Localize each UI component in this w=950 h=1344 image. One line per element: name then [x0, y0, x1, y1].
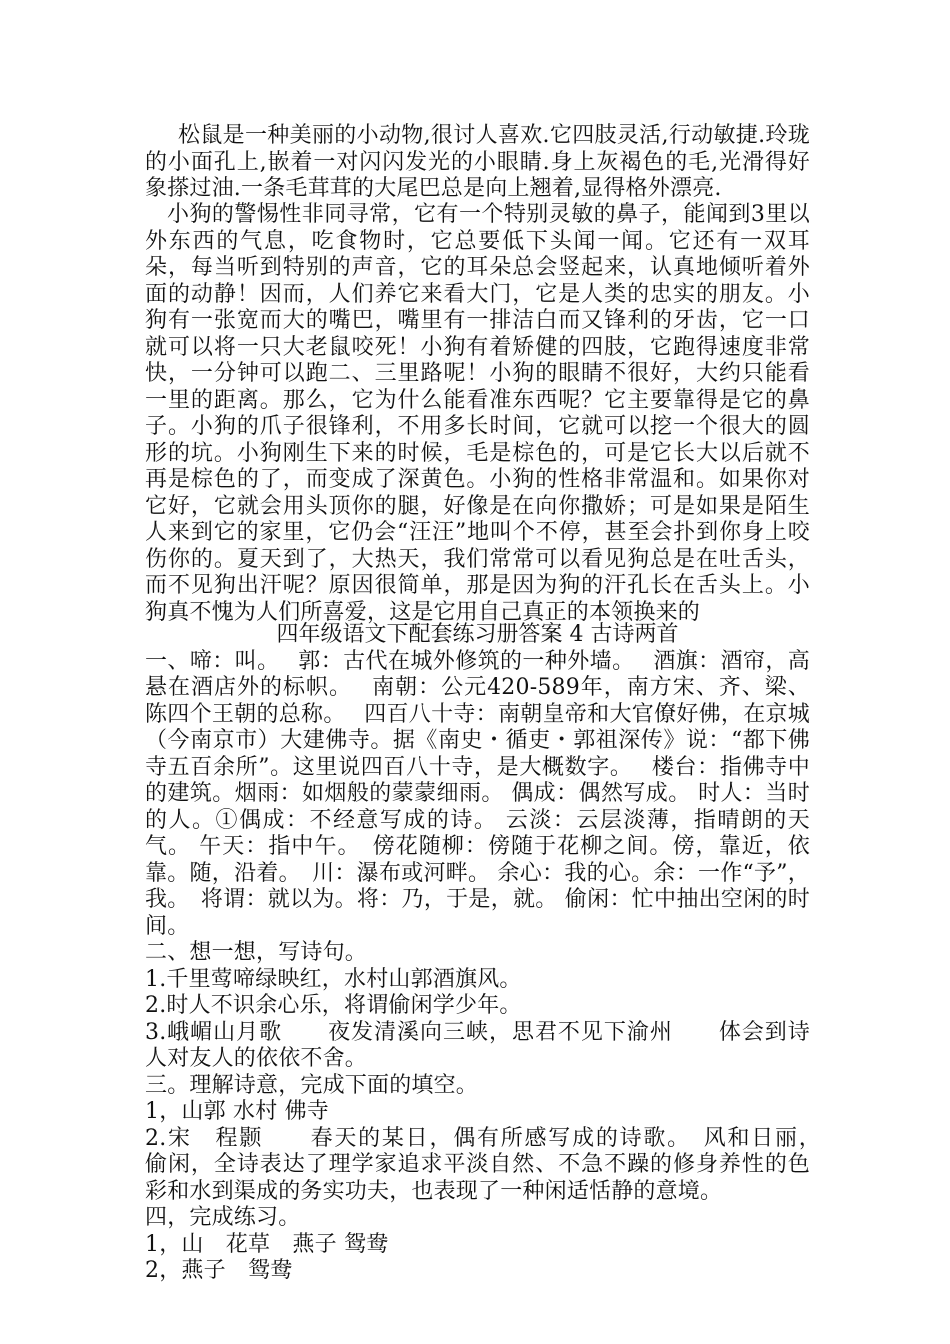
section-title: 四年级语文下配套练习册答案 4 古诗两首 [276, 622, 679, 647]
answer-part-4-item-2: 2，燕子 鸳鸯 [145, 1258, 293, 1283]
dog-paragraph: 小狗的警惕性非同寻常，它有一个特别灵敏的鼻子，能闻到3里以外东西的气息，吃食物时，它总要低下头闻一闻。它还有一双耳朵，每当听到特别的声音，它的耳朵总会竖起来，认真地倾听着外面的动静！因而，人们养它来看大门，它是人类的忠实的朋友。小狗有一张宽而大的嘴巴，嘴里有一排洁白而又锋利的牙齿，它一口就可以将一只大老鼠咬死！小狗有着矫健的四肢，它跑得速度非常快，一分钟可以跑二、三里路呢！小狗的眼睛不很好，大约只能看一里的距离。那么，它为什么能看准东西呢？它主要靠得是它的鼻子。小狗的爪子很锋利，不用多长时间，它就可以挖一个很大的圆形的坑。小狗刚生下来的时候，毛是棕色的，可是它长大以后就不再是棕色的了，而变成了深黄色。小狗的性格非常温和。如果你对它好，它就会用头顶你的腿，好像是在向你撒娇；可是如果是陌生人来到它的家里，它仍会“汪汪”地叫个不停，甚至会扑到你身上咬伤你的。夏天到了，大热天，我们常常可以看见狗总是在吐舌头，而不见狗出汗呢？原因很简单，那是因为狗的汗孔长在舌头上。小狗真不愧为人们所喜爱，这是它用自己真正的本领换来的 [145, 202, 810, 625]
dog-section [145, 202, 810, 626]
answer-part-2-item-3: 3.峨嵋山月歌 夜发清溪向三峡，思君不见下渝州 体会到诗人对友人的依依不舍。 [145, 1019, 810, 1071]
answer-part-2-item-2: 2.时人不识余心乐，将谓偷闲学少年。 [145, 993, 522, 1018]
answer-part-3-item-2: 2.宋 程颢 春天的某日，偶有所感写成的诗歌。 风和日丽， 偷闲，全诗表达了理学家追求平淡自然、不急不躁的修身养性的色彩和水到渠成的务实功夫，也表现了一种闲适恬静的意境。 [145, 1125, 833, 1204]
squirrel-paragraph: 松鼠是一种美丽的小动物,很讨人喜欢.它四肢灵活,行动敏捷.玲珑 的小面孔上,嵌着一对闪闪发光的小眼睛.身上灰褐色的毛,光滑得好象搽过油.一条毛茸茸的大尾巴总是向上翘着,显得格外漂亮. [145, 123, 810, 201]
answer-part-1: 一、啼：叫。 郭：古代在城外修筑的一种外墙。 酒旗：酒帘，高悬在酒店外的标帜。 南朝：公元420-589年，南方宋、齐、梁、陈四个王朝的总称。 四百八十寺：南朝皇帝和大官僚好佛，在京城（今南京市）大建佛寺。据《南史・循吏・郭祖深传》说：“都下佛寺五百余所”。这里说四百八十寺，是大概数字。 楼台：指佛寺中的建筑。烟雨：如烟般的蒙蒙细雨。 偶成：偶然写成。 时人：当时的人。①偶成：不经意写成的诗。 云淡：云层淡薄，指晴朗的天气。 午天：指中午。 傍花随柳：傍随于花柳之间。傍，靠近，依靠。随，沿着。 川：瀑布或河畔。 余心：我的心。余：一作“予”，我。 将谓：就以为。将：乃，于是，就。 偷闲：忙中抽出空闲的时间。 [145, 648, 810, 939]
answer-part-3-heading: 三。理解诗意，完成下面的填空。 [145, 1072, 479, 1098]
answer-part-4-heading: 四，完成练习。 [145, 1205, 301, 1230]
squirrel-section [145, 123, 810, 203]
answer-part-3-item-1: 1，山郭 水村 佛寺 [145, 1099, 329, 1124]
answer-section [145, 622, 833, 1285]
answer-part-2-item-1: 1.千里莺啼绿映红，水村山郭酒旗风。 [145, 966, 522, 992]
answer-part-4-item-1: 1，山 花草 燕子 鸳鸯 [145, 1231, 389, 1257]
answer-part-2-heading: 二、想一想，写诗句。 [145, 940, 368, 965]
